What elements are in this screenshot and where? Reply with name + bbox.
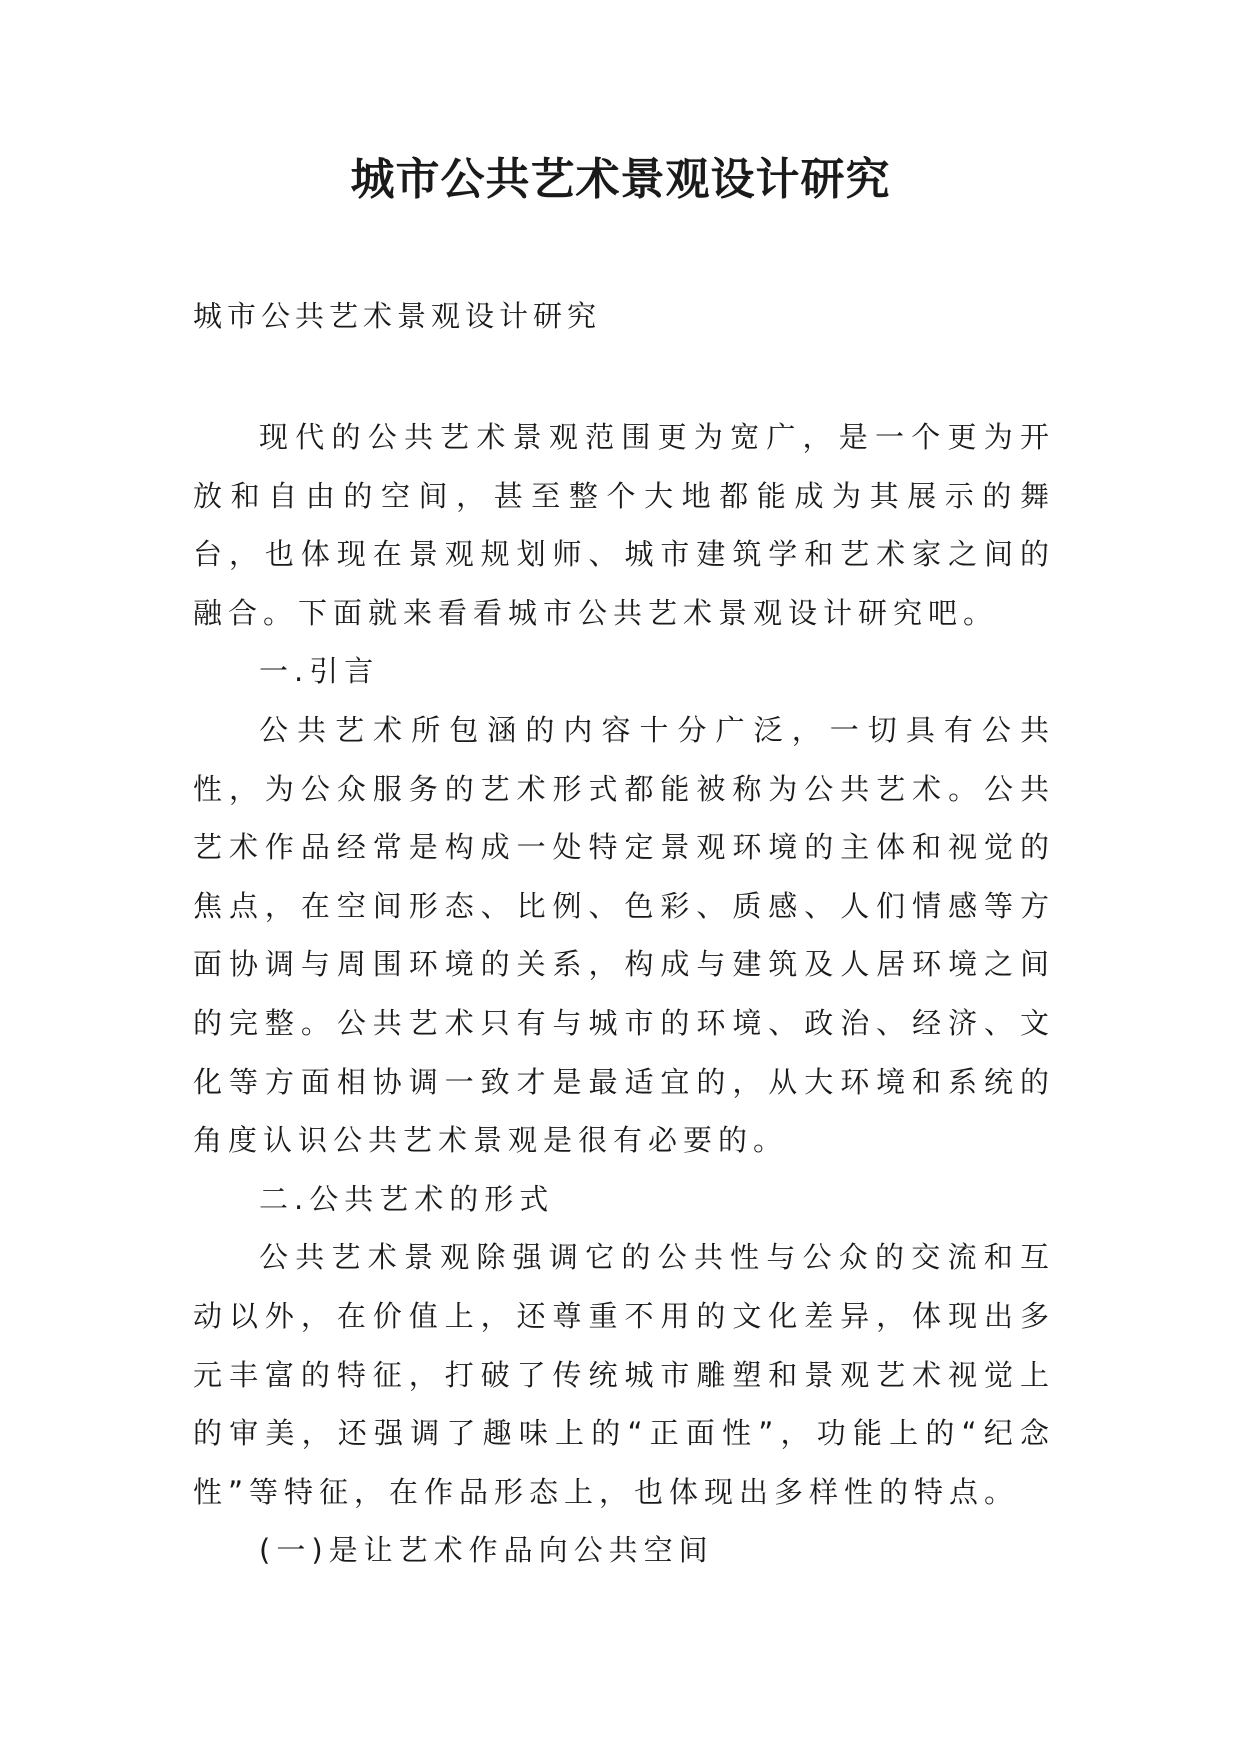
section-heading-forms: 二.公共艺术的形式 xyxy=(259,1181,555,1216)
introduction-paragraph: 公共艺术所包涵的内容十分广泛，一切具有公共性，为公众服务的艺术形式都能被称为公共艺术。公共艺术作品经常是构成一处特定景观环境的主体和视觉的焦点，在空间形态、比例、色彩、质感、人们情感等方面协调与周围环境的关系，构成与建筑及人居环境之间的完整。公共艺术只有与城市的环境、政治、经济、文化等方面相协调一致才是最适宜的，从大环境和系统的角度认识公共艺术景观是很有必要的。 xyxy=(193,712,1055,1158)
section-heading-introduction: 一.引言 xyxy=(259,654,380,689)
intro-paragraph: 现代的公共艺术景观范围更为宽广，是一个更为开放和自由的空间，甚至整个大地都能成为其展示的舞台，也体现在景观规划师、城市建筑学和艺术家之间的融合。下面就来看看城市公共艺术景观设计研究吧。 xyxy=(193,420,1055,630)
document-title: 城市公共艺术景观设计研究 xyxy=(350,154,891,205)
subsection-heading-1: (一)是让艺术作品向公共空间 xyxy=(259,1533,714,1568)
document-subtitle: 城市公共艺术景观设计研究 xyxy=(193,299,602,333)
forms-paragraph: 公共艺术景观除强调它的公共性与公众的交流和互动以外，在价值上，还尊重不用的文化差异，体现出多元丰富的特征，打破了传统城市雕塑和景观艺术视觉上的审美，还强调了趣味上的“正面性”，功能上的“纪念性”等特征，在作品形态上，也体现出多样性的特点。 xyxy=(193,1240,1055,1509)
document-body xyxy=(193,408,1055,1580)
